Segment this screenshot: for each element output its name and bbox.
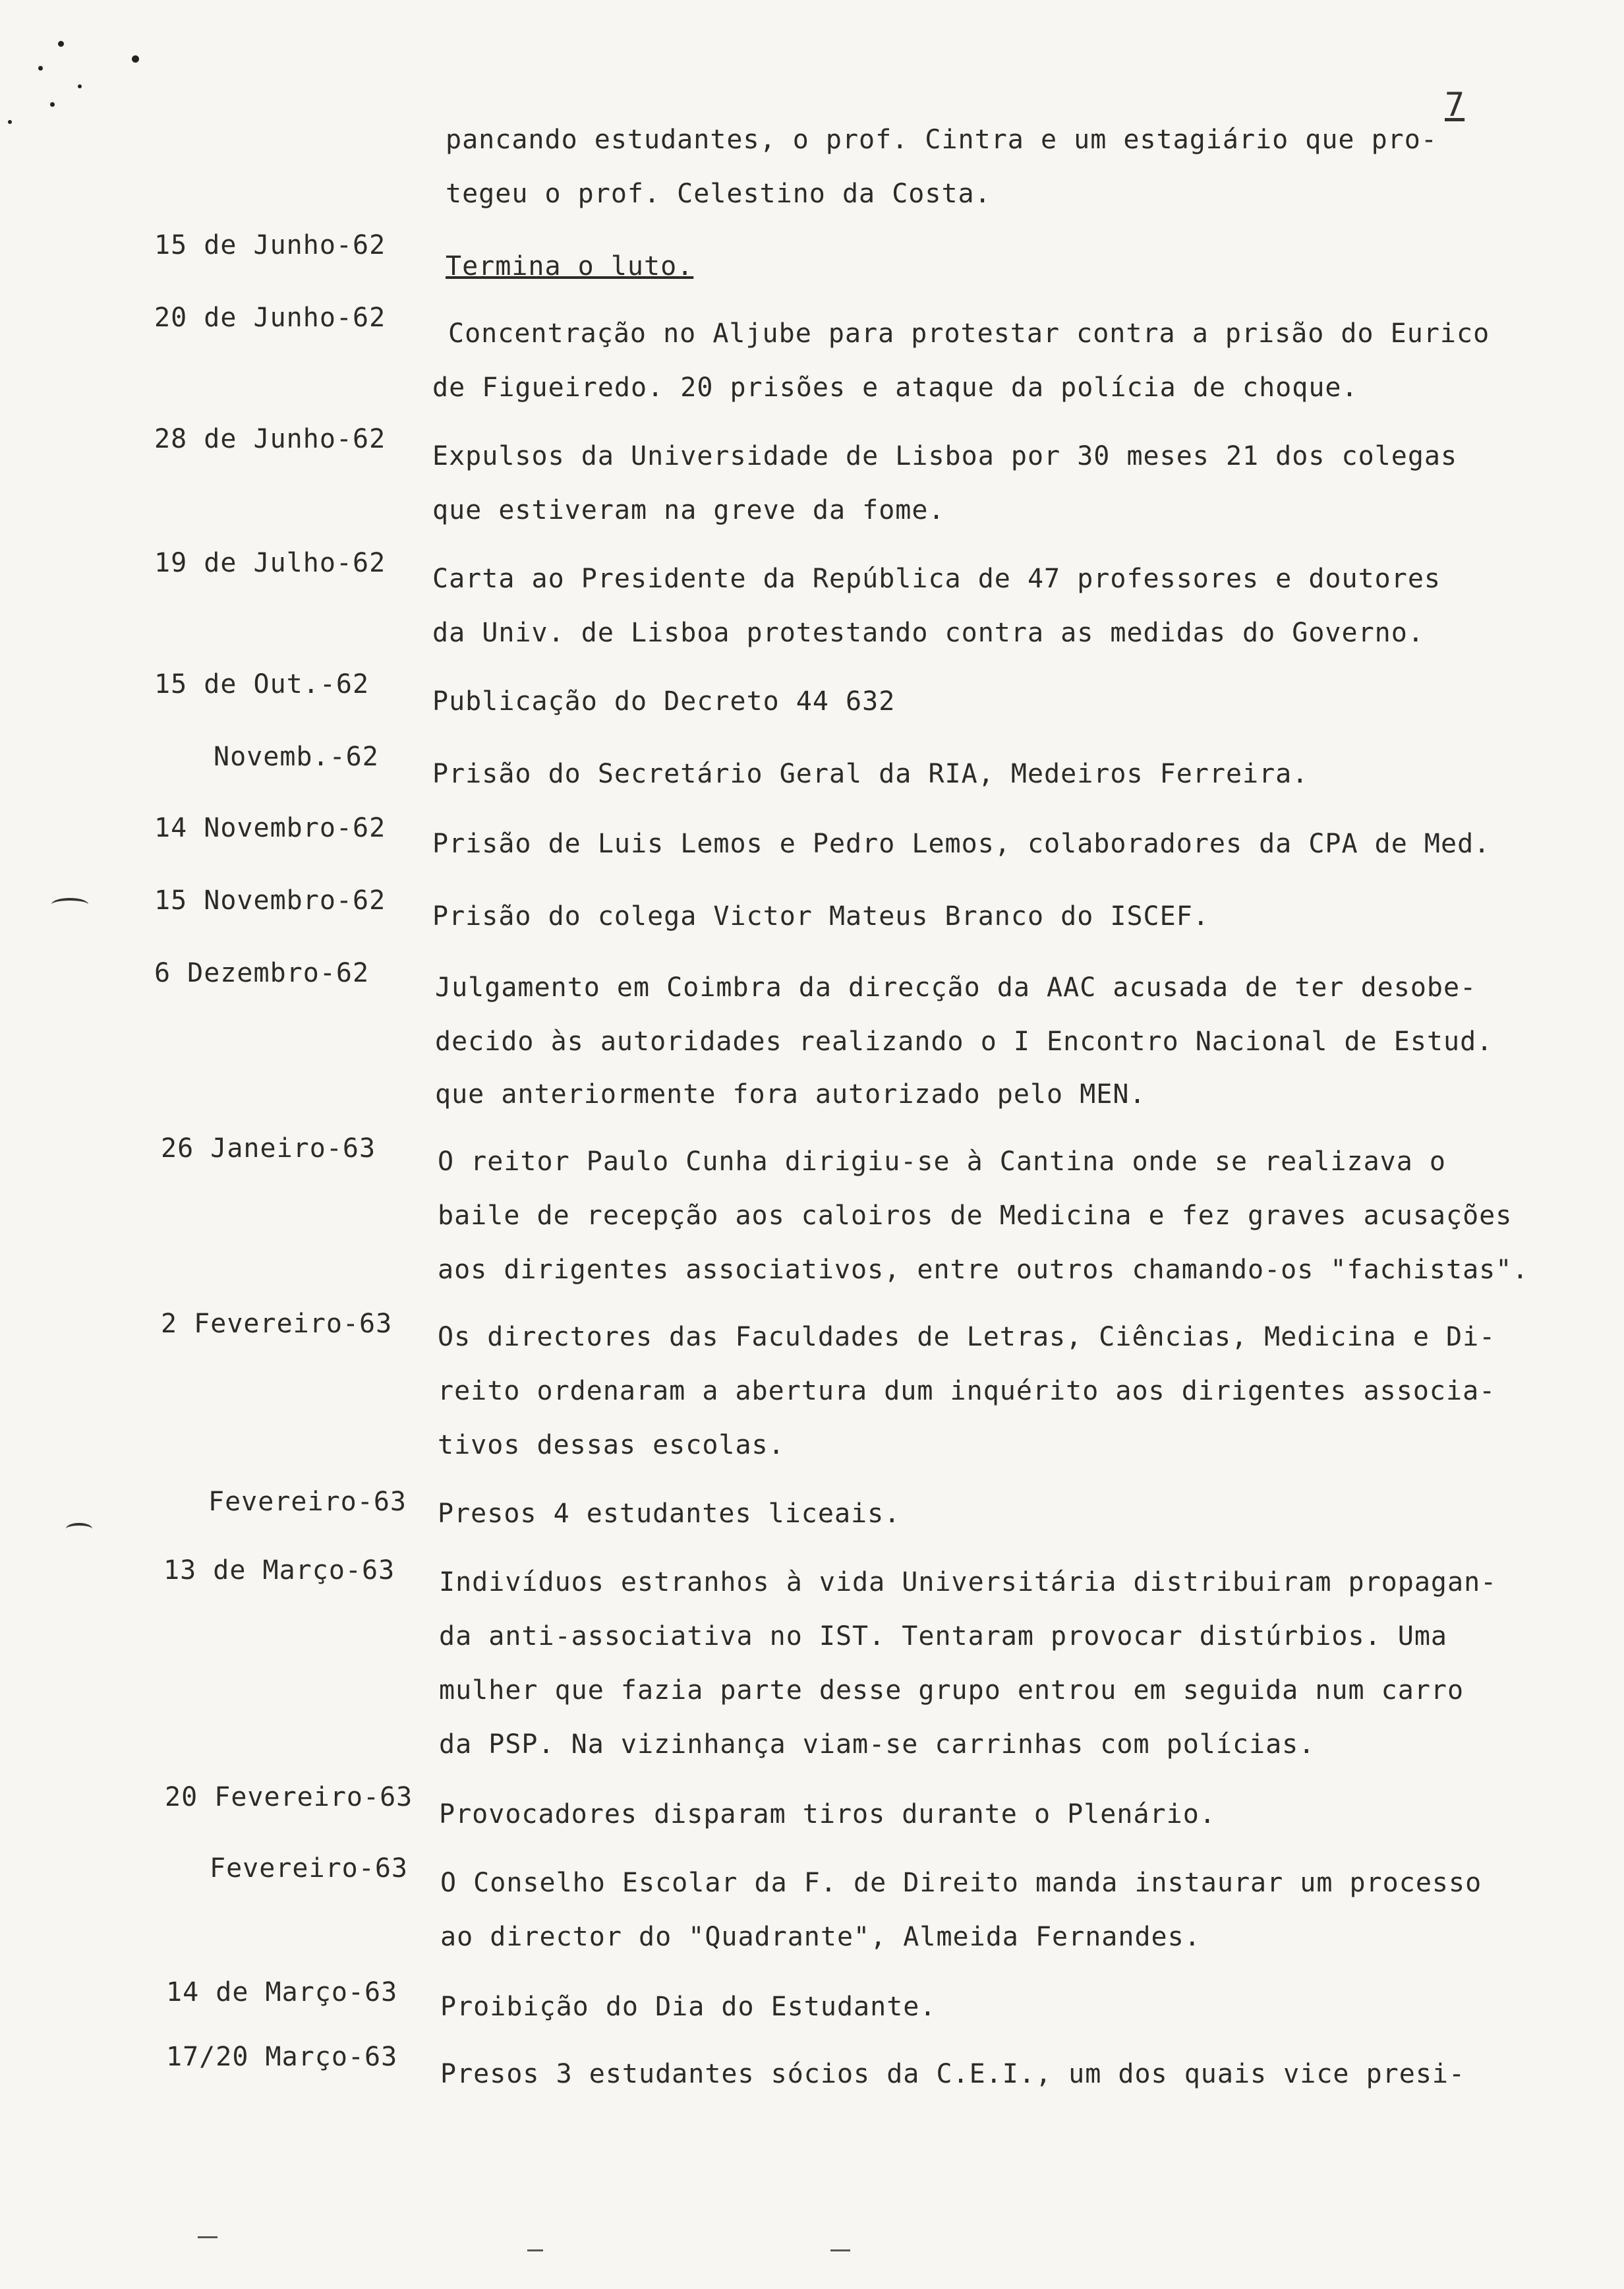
entry-date: 15 de Junho-62	[154, 230, 386, 260]
text-line: Prisão do Secretário Geral da RIA, Medeiros Ferreira.	[432, 759, 1309, 789]
entry-date: 14 Novembro-62	[154, 813, 386, 843]
scan-speck	[50, 102, 55, 107]
scan-speck	[132, 55, 139, 63]
text-line: ao director do "Quadrante", Almeida Fernandes.	[440, 1922, 1201, 1952]
entry-date: 2 Fevereiro-63	[161, 1309, 393, 1339]
text-line: O Conselho Escolar da F. de Direito manda instaurar um processo	[440, 1868, 1482, 1898]
entry-date: Fevereiro-63	[208, 1487, 407, 1517]
scan-dash	[198, 2236, 218, 2238]
text-line: Presos 4 estudantes liceais.	[438, 1499, 901, 1529]
text-line: Carta ao Presidente da República de 47 professores e doutores	[432, 564, 1441, 594]
scan-speck	[8, 120, 12, 124]
entry-date: Novemb.-62	[214, 742, 379, 772]
text-line: O reitor Paulo Cunha dirigiu-se à Cantina onde se realizava o	[438, 1146, 1447, 1177]
scan-dash	[527, 2249, 543, 2251]
text-line: pancando estudantes, o prof. Cintra e um estagiário que pro-	[446, 125, 1437, 155]
scan-speck	[58, 41, 64, 47]
entry-date: 6 Dezembro-62	[154, 958, 370, 988]
text-line: Presos 3 estudantes sócios da C.E.I., um dos quais vice presi-	[440, 2059, 1466, 2089]
entry-date: 15 de Out.-62	[154, 669, 370, 699]
page-number: 7	[1445, 86, 1465, 124]
text-line: que anteriormente fora autorizado pelo MEN.	[435, 1079, 1146, 1110]
text-line: Expulsos da Universidade de Lisboa por 30 meses 21 dos colegas	[432, 441, 1458, 471]
entry-date: 13 de Março-63	[163, 1555, 395, 1586]
text-line: mulher que fazia parte desse grupo entrou em seguida num carro	[439, 1675, 1464, 1706]
text-line: decido às autoridades realizando o I Encontro Nacional de Estud.	[435, 1026, 1494, 1057]
scan-dash	[830, 2249, 850, 2251]
text-line: da PSP. Na vizinhança viam-se carrinhas com polícias.	[439, 1729, 1316, 1760]
text-line: Termina o luto.	[446, 251, 694, 282]
text-line: tivos dessas escolas.	[438, 1430, 785, 1460]
entry-date: 20 Fevereiro-63	[165, 1782, 413, 1812]
text-line: Proibição do Dia do Estudante.	[440, 1992, 937, 2022]
text-line: Prisão de Luis Lemos e Pedro Lemos, colaboradores da CPA de Med.	[432, 829, 1491, 859]
text-line: da anti-associativa no IST. Tentaram provocar distúrbios. Uma	[439, 1621, 1448, 1651]
text-line: tegeu o prof. Celestino da Costa.	[446, 179, 991, 209]
entry-date: 20 de Junho-62	[154, 303, 386, 333]
text-line: Os directores das Faculdades de Letras, Ciências, Medicina e Di-	[438, 1322, 1496, 1352]
text-line: Publicação do Decreto 44 632	[432, 686, 896, 717]
margin-mark	[51, 898, 88, 911]
text-line: Indivíduos estranhos à vida Universitária distribuiram propagan-	[439, 1567, 1497, 1597]
text-line: Concentração no Aljube para protestar contra a prisão do Eurico	[448, 318, 1490, 349]
margin-mark	[66, 1523, 92, 1535]
entry-date: 15 Novembro-62	[154, 885, 386, 916]
text-line: Provocadores disparam tiros durante o Plenário.	[439, 1799, 1216, 1829]
text-line: baile de recepção aos caloiros de Medicina e fez graves acusações	[438, 1201, 1513, 1231]
entry-date: 17/20 Março-63	[166, 2042, 398, 2072]
entry-date: 19 de Julho-62	[154, 548, 386, 578]
scan-speck	[78, 84, 82, 88]
text-line: aos dirigentes associativos, entre outros chamando-os "fachistas".	[438, 1255, 1529, 1285]
text-line: Prisão do colega Victor Mateus Branco do ISCEF.	[432, 901, 1209, 932]
entry-date: 26 Janeiro-63	[161, 1133, 376, 1164]
entry-date: 28 de Junho-62	[154, 424, 386, 454]
text-line: reito ordenaram a abertura dum inquérito aos dirigentes associa-	[438, 1376, 1496, 1406]
entry-date: Fevereiro-63	[210, 1853, 408, 1884]
text-line: da Univ. de Lisboa protestando contra as medidas do Governo.	[432, 618, 1424, 648]
text-line: de Figueiredo. 20 prisões e ataque da polícia de choque.	[432, 372, 1358, 403]
text-line: que estiveram na greve da fome.	[432, 495, 945, 525]
scan-speck	[38, 66, 43, 71]
entry-date: 14 de Março-63	[166, 1977, 398, 2007]
text-line: Julgamento em Coimbra da direcção da AAC acusada de ter desobe-	[435, 972, 1477, 1003]
